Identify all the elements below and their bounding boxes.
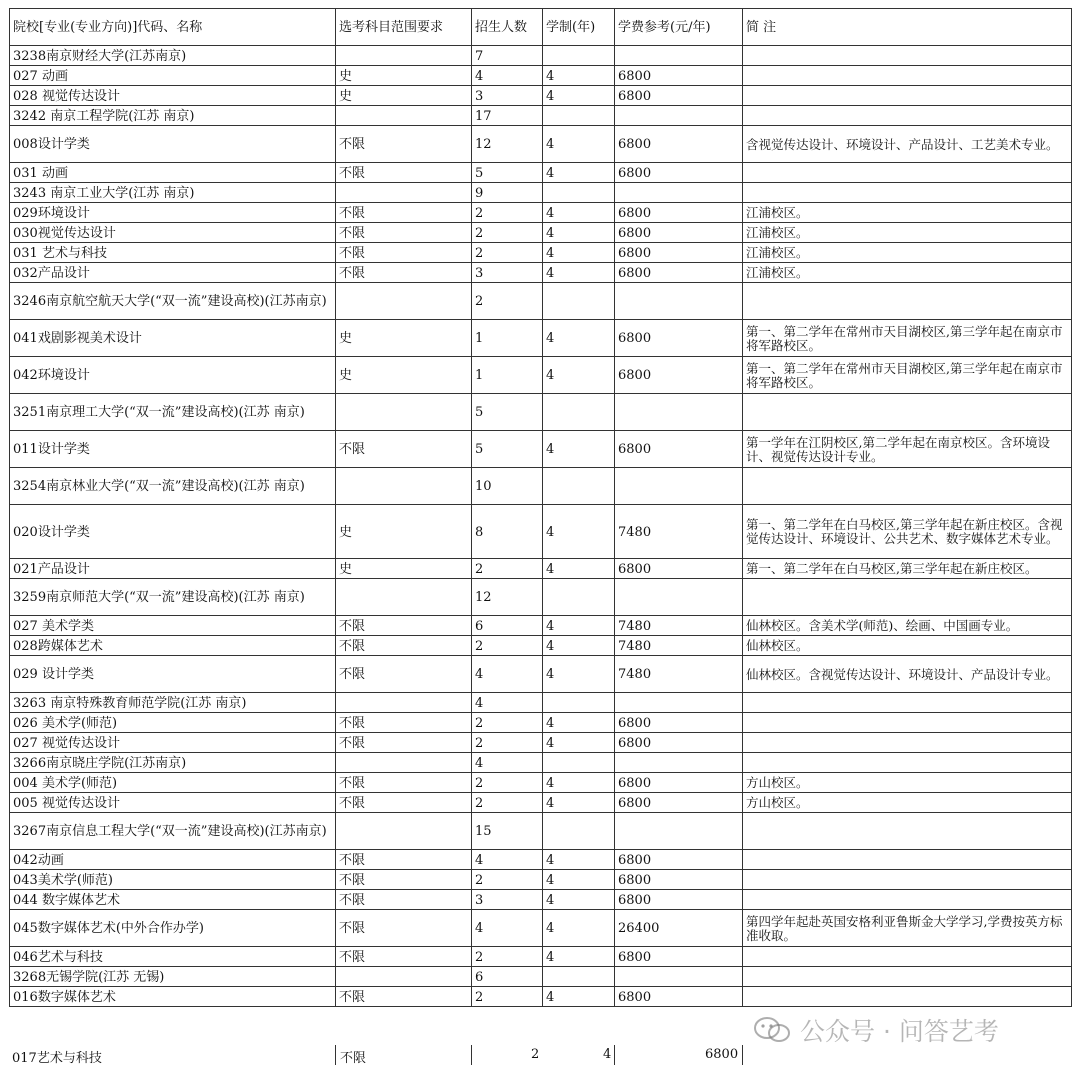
watermark-text: 公众号 · 问答艺考 [800, 1017, 999, 1046]
cell-tuition: 6800 [615, 223, 743, 243]
cell-subject [336, 813, 472, 850]
cell-name: 031 动画 [10, 163, 336, 183]
cell-count: 12 [472, 126, 543, 163]
header-cell-name: 院校[专业(专业方向)]代码、名称 [10, 9, 336, 46]
cell-subject: 不限 [336, 636, 472, 656]
cell-notes [743, 967, 1072, 987]
cell-subject: 史 [336, 66, 472, 86]
cell-subject: 不限 [336, 263, 472, 283]
cell-tuition: 6800 [615, 126, 743, 163]
table-row [10, 163, 1072, 183]
cell-name: 027 视觉传达设计 [10, 733, 336, 753]
table-row [10, 636, 1072, 656]
cell-subject [336, 106, 472, 126]
cell-notes: 第一、第二学年在白马校区,第三学年起在新庄校区。 [743, 559, 1072, 579]
cell-count: 3 [472, 890, 543, 910]
cell-years: 4 [543, 773, 615, 793]
table-row [10, 733, 1072, 753]
cell-count: 4 [472, 910, 543, 947]
cell-count: 7 [472, 46, 543, 66]
cell-tuition: 7480 [615, 616, 743, 636]
cell-tuition [615, 813, 743, 850]
cell-notes: 仙林校区。含视觉传达设计、环境设计、产品设计专业。 [743, 656, 1072, 693]
watermark [752, 1012, 999, 1048]
cell-subject: 不限 [336, 987, 472, 1007]
cell-count: 5 [472, 431, 543, 468]
cell-name: 028 视觉传达设计 [10, 86, 336, 106]
cell-count: 5 [472, 394, 543, 431]
cell-count: 4 [472, 753, 543, 773]
cell-notes [743, 468, 1072, 505]
table-row [10, 203, 1072, 223]
cell-subject: 史 [336, 357, 472, 394]
cell-tuition: 6800 [615, 947, 743, 967]
cell-name: 3267南京信息工程大学(“双一流”建设高校)(江苏南京) [10, 813, 336, 850]
cell-count: 2 [472, 223, 543, 243]
cell-notes [743, 106, 1072, 126]
cell-years: 4 [543, 616, 615, 636]
table-row [10, 793, 1072, 813]
cell-count: 15 [472, 813, 543, 850]
cell-tuition: 6800 [615, 987, 743, 1007]
cell-notes: 第一、第二学年在常州市天目湖校区,第三学年起在南京市将军路校区。 [743, 320, 1072, 357]
cell-notes [743, 66, 1072, 86]
cell-tuition: 6800 [615, 263, 743, 283]
table-row [10, 559, 1072, 579]
table-row [10, 753, 1072, 773]
cell-name: 3246南京航空航天大学(“双一流”建设高校)(江苏南京) [10, 283, 336, 320]
cell-name: 043美术学(师范) [10, 870, 336, 890]
cell-notes [743, 579, 1072, 616]
cell-notes [743, 813, 1072, 850]
cell-count: 3 [472, 263, 543, 283]
cell-years: 4 [543, 713, 615, 733]
cell-count: 2 [472, 773, 543, 793]
cell-subject: 不限 [336, 126, 472, 163]
cell-subject: 不限 [336, 616, 472, 636]
cell-name: 030视觉传达设计 [10, 223, 336, 243]
wechat-icon [752, 1015, 792, 1045]
cell-years [543, 46, 615, 66]
table-row [10, 616, 1072, 636]
cell-name: 032产品设计 [10, 263, 336, 283]
cell-tuition: 7480 [615, 505, 743, 559]
table-row [10, 967, 1072, 987]
cell-subject: 不限 [336, 431, 472, 468]
cell-years: 4 [543, 656, 615, 693]
cell-subject: 不限 [336, 713, 472, 733]
cell-count: 5 [472, 163, 543, 183]
last-row-subject: 不限 [340, 1051, 367, 1066]
cell-years [543, 106, 615, 126]
cell-subject: 史 [336, 559, 472, 579]
cell-notes: 仙林校区。 [743, 636, 1072, 656]
cell-tuition: 6800 [615, 357, 743, 394]
cell-subject: 不限 [336, 773, 472, 793]
cell-subject [336, 579, 472, 616]
header-cell-years: 学制(年) [543, 9, 615, 46]
cell-tuition: 6800 [615, 163, 743, 183]
table-row [10, 773, 1072, 793]
cell-subject: 不限 [336, 203, 472, 223]
cell-name: 3238南京财经大学(江苏南京) [10, 46, 336, 66]
cell-years: 4 [543, 243, 615, 263]
cell-subject: 不限 [336, 243, 472, 263]
cell-name: 027 动画 [10, 66, 336, 86]
cell-years [543, 753, 615, 773]
cell-notes [743, 947, 1072, 967]
cell-tuition [615, 183, 743, 203]
cell-name: 031 艺术与科技 [10, 243, 336, 263]
cell-count: 8 [472, 505, 543, 559]
table-row [10, 394, 1072, 431]
cell-subject: 史 [336, 505, 472, 559]
cell-tuition: 6800 [615, 559, 743, 579]
cell-years: 4 [543, 203, 615, 223]
cell-years: 4 [543, 947, 615, 967]
table-row [10, 86, 1072, 106]
cell-name: 011设计学类 [10, 431, 336, 468]
table-row [10, 947, 1072, 967]
last-row-tuition: 6800 [705, 1047, 739, 1062]
cell-name: 3251南京理工大学(“双一流”建设高校)(江苏 南京) [10, 394, 336, 431]
cell-count: 4 [472, 850, 543, 870]
cell-subject: 史 [336, 86, 472, 106]
table-row [10, 106, 1072, 126]
cell-name: 041戏剧影视美术设计 [10, 320, 336, 357]
cell-notes: 江浦校区。 [743, 243, 1072, 263]
cell-tuition [615, 468, 743, 505]
table-row [10, 468, 1072, 505]
cell-tuition: 6800 [615, 773, 743, 793]
cell-count: 2 [472, 636, 543, 656]
cell-tuition: 6800 [615, 86, 743, 106]
cell-tuition: 6800 [615, 66, 743, 86]
cell-notes: 江浦校区。 [743, 263, 1072, 283]
table-row [10, 223, 1072, 243]
table-row [10, 910, 1072, 947]
table-row [10, 357, 1072, 394]
cell-notes: 方山校区。 [743, 773, 1072, 793]
cell-notes [743, 713, 1072, 733]
cell-notes: 方山校区。 [743, 793, 1072, 813]
table-row [10, 987, 1072, 1007]
cell-subject [336, 468, 472, 505]
cell-years: 4 [543, 987, 615, 1007]
last-row-years: 4 [603, 1047, 612, 1062]
cell-subject [336, 183, 472, 203]
table-header-row [10, 9, 1072, 46]
cell-years: 4 [543, 636, 615, 656]
table-row [10, 263, 1072, 283]
cell-name: 042动画 [10, 850, 336, 870]
cell-name: 028跨媒体艺术 [10, 636, 336, 656]
cell-name: 020设计学类 [10, 505, 336, 559]
cell-tuition: 6800 [615, 733, 743, 753]
cell-subject: 不限 [336, 910, 472, 947]
cell-notes [743, 753, 1072, 773]
cell-years: 4 [543, 850, 615, 870]
enrollment-table [9, 8, 1072, 1007]
cell-count: 1 [472, 320, 543, 357]
cell-years [543, 967, 615, 987]
cell-name: 3263 南京特殊教育师范学院(江苏 南京) [10, 693, 336, 713]
cell-count: 10 [472, 468, 543, 505]
cell-subject [336, 967, 472, 987]
cell-count: 2 [472, 203, 543, 223]
cell-name: 021产品设计 [10, 559, 336, 579]
cell-subject [336, 394, 472, 431]
cell-tuition: 6800 [615, 203, 743, 223]
cell-count: 1 [472, 357, 543, 394]
header-cell-notes: 简 注 [743, 9, 1072, 46]
cell-name: 3243 南京工业大学(江苏 南京) [10, 183, 336, 203]
cell-count: 2 [472, 559, 543, 579]
cell-years: 4 [543, 910, 615, 947]
cell-count: 17 [472, 106, 543, 126]
table-row [10, 813, 1072, 850]
cell-tuition [615, 106, 743, 126]
cell-subject: 史 [336, 320, 472, 357]
table-row [10, 579, 1072, 616]
cell-notes: 仙林校区。含美术学(师范)、绘画、中国画专业。 [743, 616, 1072, 636]
cell-subject: 不限 [336, 870, 472, 890]
cell-name: 016数字媒体艺术 [10, 987, 336, 1007]
cell-name: 005 视觉传达设计 [10, 793, 336, 813]
cell-tuition [615, 753, 743, 773]
cell-tuition: 6800 [615, 713, 743, 733]
cell-years: 4 [543, 793, 615, 813]
cell-notes [743, 850, 1072, 870]
cell-years: 4 [543, 559, 615, 579]
cell-tuition: 6800 [615, 850, 743, 870]
cell-tuition: 6800 [615, 320, 743, 357]
cell-years [543, 394, 615, 431]
cell-count: 6 [472, 967, 543, 987]
cell-tuition: 7480 [615, 656, 743, 693]
cell-years [543, 579, 615, 616]
cell-tuition [615, 46, 743, 66]
cell-years: 4 [543, 320, 615, 357]
cell-subject [336, 283, 472, 320]
header-cell-tuition: 学费参考(元/年) [615, 9, 743, 46]
cell-notes: 第四学年起赴英国安格利亚鲁斯金大学学习,学费按英方标准收取。 [743, 910, 1072, 947]
cell-years: 4 [543, 163, 615, 183]
cell-notes [743, 733, 1072, 753]
table-row [10, 850, 1072, 870]
table-row [10, 46, 1072, 66]
cell-name: 042环境设计 [10, 357, 336, 394]
cell-years [543, 693, 615, 713]
cell-years [543, 183, 615, 203]
cell-subject: 不限 [336, 850, 472, 870]
cell-tuition: 6800 [615, 243, 743, 263]
cell-count: 9 [472, 183, 543, 203]
cell-notes: 含视觉传达设计、环境设计、产品设计、工艺美术专业。 [743, 126, 1072, 163]
cell-notes: 第一学年在江阴校区,第二学年起在南京校区。含环境设计、视觉传达设计专业。 [743, 431, 1072, 468]
cell-notes [743, 693, 1072, 713]
cell-notes [743, 283, 1072, 320]
cell-years: 4 [543, 223, 615, 243]
table-row [10, 656, 1072, 693]
cell-count: 3 [472, 86, 543, 106]
cell-tuition [615, 693, 743, 713]
cell-name: 044 数字媒体艺术 [10, 890, 336, 910]
cell-tuition: 26400 [615, 910, 743, 947]
cell-count: 2 [472, 987, 543, 1007]
cell-years: 4 [543, 890, 615, 910]
cell-count: 4 [472, 66, 543, 86]
cell-name: 3254南京林业大学(“双一流”建设高校)(江苏 南京) [10, 468, 336, 505]
table-row [10, 505, 1072, 559]
table-row [10, 431, 1072, 468]
cell-notes [743, 394, 1072, 431]
cell-name: 029 设计学类 [10, 656, 336, 693]
cell-notes: 江浦校区。 [743, 223, 1072, 243]
cell-tuition: 7480 [615, 636, 743, 656]
cell-name: 046艺术与科技 [10, 947, 336, 967]
table-row [10, 126, 1072, 163]
cell-years: 4 [543, 263, 615, 283]
cell-subject: 不限 [336, 947, 472, 967]
cell-years: 4 [543, 870, 615, 890]
cell-tuition: 6800 [615, 793, 743, 813]
cell-tuition: 6800 [615, 870, 743, 890]
cell-subject: 不限 [336, 223, 472, 243]
cell-years: 4 [543, 86, 615, 106]
cell-notes [743, 183, 1072, 203]
last-row [9, 1045, 1071, 1065]
cell-tuition [615, 579, 743, 616]
cell-count: 2 [472, 243, 543, 263]
cell-name: 3259南京师范大学(“双一流”建设高校)(江苏 南京) [10, 579, 336, 616]
last-row-count: 2 [531, 1047, 540, 1062]
cell-count: 2 [472, 947, 543, 967]
cell-subject: 不限 [336, 163, 472, 183]
cell-tuition: 6800 [615, 890, 743, 910]
cell-count: 2 [472, 870, 543, 890]
cell-years [543, 813, 615, 850]
table-row [10, 66, 1072, 86]
cell-name: 027 美术学类 [10, 616, 336, 636]
cell-subject: 不限 [336, 890, 472, 910]
cell-subject [336, 46, 472, 66]
cell-years [543, 468, 615, 505]
cell-years: 4 [543, 505, 615, 559]
table-row [10, 320, 1072, 357]
cell-name: 3268无锡学院(江苏 无锡) [10, 967, 336, 987]
cell-tuition [615, 394, 743, 431]
table-row [10, 243, 1072, 263]
cell-notes [743, 86, 1072, 106]
cell-tuition [615, 283, 743, 320]
cell-notes [743, 870, 1072, 890]
cell-count: 4 [472, 693, 543, 713]
cell-name: 026 美术学(师范) [10, 713, 336, 733]
cell-years [543, 283, 615, 320]
table-row [10, 283, 1072, 320]
cell-count: 12 [472, 579, 543, 616]
cell-name: 3266南京晓庄学院(江苏南京) [10, 753, 336, 773]
header-cell-count: 招生人数 [472, 9, 543, 46]
table-row [10, 693, 1072, 713]
cell-notes [743, 890, 1072, 910]
table-row [10, 870, 1072, 890]
table-row [10, 183, 1072, 203]
cell-tuition: 6800 [615, 431, 743, 468]
cell-name: 3242 南京工程学院(江苏 南京) [10, 106, 336, 126]
table-row [10, 890, 1072, 910]
cell-years: 4 [543, 126, 615, 163]
cell-count: 6 [472, 616, 543, 636]
cell-notes [743, 987, 1072, 1007]
cell-count: 2 [472, 283, 543, 320]
cell-name: 004 美术学(师范) [10, 773, 336, 793]
cell-years: 4 [543, 66, 615, 86]
last-row-name: 017艺术与科技 [12, 1051, 102, 1066]
cell-notes [743, 163, 1072, 183]
cell-subject: 不限 [336, 793, 472, 813]
cell-subject: 不限 [336, 656, 472, 693]
cell-count: 2 [472, 713, 543, 733]
cell-years: 4 [543, 733, 615, 753]
cell-notes [743, 46, 1072, 66]
cell-subject [336, 693, 472, 713]
cell-notes: 江浦校区。 [743, 203, 1072, 223]
cell-notes: 第一、第二学年在常州市天目湖校区,第三学年起在南京市将军路校区。 [743, 357, 1072, 394]
cell-notes: 第一、第二学年在白马校区,第三学年起在新庄校区。含视觉传达设计、环境设计、公共艺术、数字媒体艺术专业。 [743, 505, 1072, 559]
cell-subject [336, 753, 472, 773]
cell-years: 4 [543, 357, 615, 394]
cell-tuition [615, 967, 743, 987]
cell-name: 045数字媒体艺术(中外合作办学) [10, 910, 336, 947]
cell-count: 4 [472, 656, 543, 693]
table-row [10, 713, 1072, 733]
cell-count: 2 [472, 733, 543, 753]
cell-years: 4 [543, 431, 615, 468]
cell-subject: 不限 [336, 733, 472, 753]
header-cell-subject: 选考科目范围要求 [336, 9, 472, 46]
cell-name: 029环境设计 [10, 203, 336, 223]
cell-name: 008设计学类 [10, 126, 336, 163]
cell-count: 2 [472, 793, 543, 813]
